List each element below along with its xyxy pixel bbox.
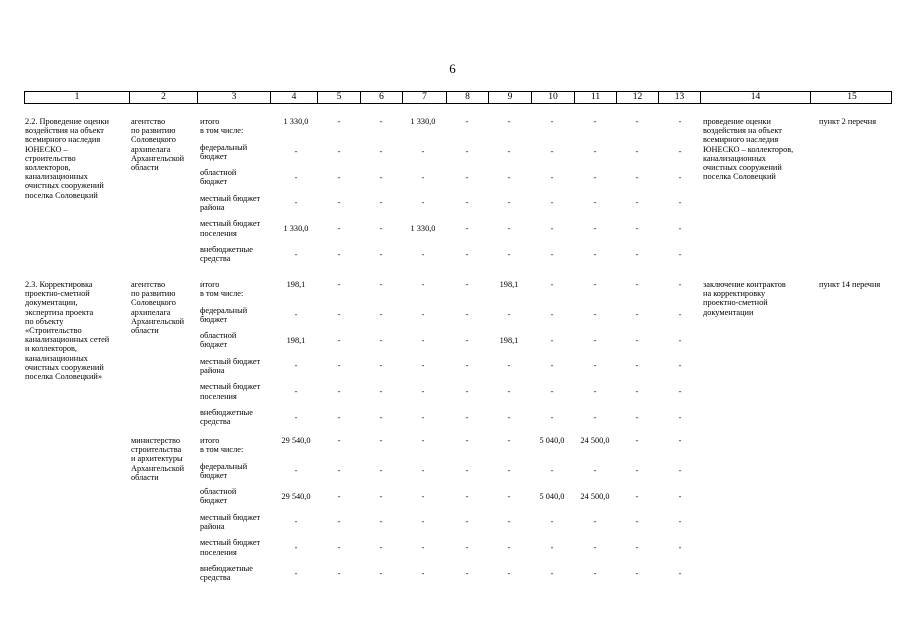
funding-source-label: местный бюджет поселения <box>200 382 261 401</box>
value-cell: - <box>507 224 511 233</box>
value-cell: - <box>337 517 341 527</box>
executor-name: министерство строительства и архитектуры Архангельской области <box>131 436 185 482</box>
value-cell: - <box>379 198 383 208</box>
value-cell: - <box>507 361 511 371</box>
value-cell: - <box>465 543 469 552</box>
value-cell: - <box>550 310 554 320</box>
funding-source-label: местный бюджет района <box>200 193 261 212</box>
column-number-1: 1 <box>25 92 130 103</box>
column-number-9: 9 <box>489 92 532 103</box>
value-cell: - <box>465 412 469 422</box>
value-cell: 198,1 <box>286 335 306 345</box>
value-cell: - <box>593 387 597 396</box>
value-cell: - <box>294 412 298 422</box>
value-cell: - <box>593 147 597 157</box>
value-cell: - <box>421 280 425 289</box>
value-cell: 1 330,0 <box>283 117 309 126</box>
value-cell: - <box>379 224 383 233</box>
value-cell: - <box>678 249 682 259</box>
value-cell: - <box>421 335 425 345</box>
value-cell: - <box>465 280 469 289</box>
value-cell: - <box>465 568 469 578</box>
value-cell: - <box>337 117 341 126</box>
value-cell: - <box>294 172 298 182</box>
value-cell: - <box>678 543 682 552</box>
value-cell: - <box>379 361 383 371</box>
value-cell: - <box>337 224 341 233</box>
value-cell: 5 040,0 <box>539 491 565 501</box>
funding-source-label: внебюджетные средства <box>200 564 253 583</box>
value-cell: - <box>593 117 597 126</box>
reference-note: пункт 2 перечня <box>819 117 877 126</box>
value-cell: - <box>635 491 639 501</box>
column-number-7: 7 <box>403 92 447 103</box>
value-cell: - <box>337 361 341 371</box>
value-cell: - <box>337 568 341 578</box>
value-cell: - <box>465 224 469 233</box>
funding-source-label: местный бюджет района <box>200 356 261 375</box>
value-cell: - <box>593 543 597 552</box>
value-cell: - <box>337 147 341 157</box>
value-cell: - <box>593 412 597 422</box>
column-number-12: 12 <box>617 92 659 103</box>
value-cell: - <box>678 412 682 422</box>
value-cell: - <box>678 224 682 233</box>
value-cell: - <box>593 361 597 371</box>
value-cell: 5 040,0 <box>539 436 565 445</box>
value-cell: - <box>294 310 298 320</box>
value-cell: - <box>507 387 511 396</box>
value-cell: - <box>337 310 341 320</box>
value-cell: - <box>421 543 425 552</box>
value-cell: - <box>421 198 425 208</box>
value-cell: 1 330,0 <box>283 224 309 233</box>
value-cell: - <box>379 310 383 320</box>
value-cell: 1 330,0 <box>410 224 436 233</box>
value-cell: - <box>635 517 639 527</box>
value-cell: - <box>379 335 383 345</box>
value-cell: - <box>635 543 639 552</box>
executor-name: агентство по развитию Соловецкого архипелага Архангельской области <box>131 280 185 336</box>
value-cell: - <box>465 198 469 208</box>
value-cell: - <box>550 224 554 233</box>
measure-name: 2.2. Проведение оценки воздействия на объект всемирного наследия ЮНЕСКО – строительство коллекторов, канализационных очистных сооружений поселка Соловецкий <box>25 117 109 200</box>
funding-source-label: итого в том числе: <box>200 436 244 455</box>
value-cell: - <box>678 198 682 208</box>
page-number: 6 <box>449 61 456 76</box>
column-number-8: 8 <box>447 92 489 103</box>
value-cell: - <box>337 249 341 259</box>
value-cell: - <box>294 361 298 371</box>
value-cell: - <box>635 172 639 182</box>
value-cell: - <box>379 412 383 422</box>
value-cell: - <box>507 198 511 208</box>
value-cell: - <box>421 491 425 501</box>
funding-source-label: внебюджетные средства <box>200 408 253 427</box>
value-cell: 1 330,0 <box>410 117 436 126</box>
value-cell: - <box>379 172 383 182</box>
value-cell: - <box>507 147 511 157</box>
value-cell: - <box>421 412 425 422</box>
value-cell: - <box>379 147 383 157</box>
value-cell: - <box>465 361 469 371</box>
funding-source-label: областной бюджет <box>200 487 237 506</box>
funding-source-label: местный бюджет поселения <box>200 538 261 557</box>
column-number-10: 10 <box>532 92 575 103</box>
column-number-13: 13 <box>659 92 701 103</box>
value-cell: - <box>465 491 469 501</box>
value-cell: - <box>678 491 682 501</box>
value-cell: - <box>550 387 554 396</box>
column-number-4: 4 <box>271 92 318 103</box>
value-cell: - <box>635 117 639 126</box>
value-cell: - <box>294 543 298 552</box>
value-cell: - <box>593 568 597 578</box>
value-cell: - <box>337 466 341 476</box>
value-cell: - <box>421 310 425 320</box>
executor-name: агентство по развитию Соловецкого архипелага Архангельской области <box>131 117 185 173</box>
value-cell: - <box>507 412 511 422</box>
value-cell: - <box>507 466 511 476</box>
value-cell: - <box>550 568 554 578</box>
value-cell: - <box>635 198 639 208</box>
value-cell: - <box>337 172 341 182</box>
value-cell: - <box>294 198 298 208</box>
value-cell: - <box>593 249 597 259</box>
value-cell: - <box>507 172 511 182</box>
value-cell: - <box>421 172 425 182</box>
value-cell: - <box>379 280 383 289</box>
value-cell: - <box>635 568 639 578</box>
value-cell: - <box>550 172 554 182</box>
value-cell: - <box>635 310 639 320</box>
value-cell: - <box>337 491 341 501</box>
value-cell: - <box>635 224 639 233</box>
funding-source-label: областной бюджет <box>200 168 237 187</box>
value-cell: - <box>421 387 425 396</box>
value-cell: - <box>379 543 383 552</box>
value-cell: - <box>421 436 425 445</box>
measure-name: 2.3. Корректировка проектно-сметной документации, экспертиза проекта по объекту «Строительство канализационных сетей и коллекторов, канализационных очистных сооружений поселка Соловецкий» <box>25 280 110 382</box>
value-cell: - <box>550 117 554 126</box>
funding-source-label: итого в том числе: <box>200 280 244 299</box>
value-cell: 29 540,0 <box>281 491 311 501</box>
value-cell: - <box>550 517 554 527</box>
value-cell: - <box>550 249 554 259</box>
value-cell: - <box>635 436 639 445</box>
value-cell: - <box>507 491 511 501</box>
value-cell: - <box>678 280 682 289</box>
column-number-5: 5 <box>318 92 361 103</box>
value-cell: - <box>337 436 341 445</box>
value-cell: 198,1 <box>499 335 519 345</box>
value-cell: - <box>379 491 383 501</box>
value-cell: - <box>379 436 383 445</box>
value-cell: - <box>337 335 341 345</box>
value-cell: - <box>678 387 682 396</box>
value-cell: - <box>465 147 469 157</box>
value-cell: - <box>678 310 682 320</box>
value-cell: - <box>465 117 469 126</box>
value-cell: - <box>550 335 554 345</box>
funding-source-label: внебюджетные средства <box>200 245 253 264</box>
value-cell: - <box>294 568 298 578</box>
value-cell: - <box>507 568 511 578</box>
value-cell: - <box>294 147 298 157</box>
value-cell: - <box>507 543 511 552</box>
value-cell: - <box>593 224 597 233</box>
column-number-6: 6 <box>361 92 403 103</box>
value-cell: - <box>550 198 554 208</box>
column-number-2: 2 <box>130 92 198 103</box>
value-cell: - <box>337 543 341 552</box>
value-cell: - <box>294 466 298 476</box>
value-cell: - <box>678 361 682 371</box>
value-cell: - <box>421 568 425 578</box>
funding-source-label: местный бюджет поселения <box>200 219 261 238</box>
value-cell: - <box>550 412 554 422</box>
value-cell: - <box>678 436 682 445</box>
value-cell: - <box>593 280 597 289</box>
value-cell: 24 500,0 <box>580 491 610 501</box>
funding-source-label: областной бюджет <box>200 331 237 350</box>
value-cell: - <box>379 568 383 578</box>
value-cell: - <box>593 310 597 320</box>
value-cell: - <box>678 335 682 345</box>
value-cell: - <box>294 249 298 259</box>
value-cell: - <box>635 387 639 396</box>
value-cell: - <box>465 335 469 345</box>
value-cell: - <box>635 147 639 157</box>
funding-source-label: итого в том числе: <box>200 117 244 136</box>
value-cell: - <box>465 249 469 259</box>
value-cell: 24 500,0 <box>580 436 610 445</box>
value-cell: - <box>635 466 639 476</box>
value-cell: - <box>379 249 383 259</box>
value-cell: - <box>678 147 682 157</box>
value-cell: - <box>593 335 597 345</box>
value-cell: - <box>507 436 511 445</box>
value-cell: - <box>379 517 383 527</box>
expected-result: заключение контрактов на корректировку проектно-сметной документации <box>703 280 786 317</box>
value-cell: - <box>593 198 597 208</box>
value-cell: - <box>379 466 383 476</box>
value-cell: - <box>678 517 682 527</box>
value-cell: - <box>550 361 554 371</box>
value-cell: - <box>465 172 469 182</box>
value-cell: - <box>678 568 682 578</box>
value-cell: 29 540,0 <box>281 436 311 445</box>
value-cell: - <box>550 466 554 476</box>
column-number-3: 3 <box>198 92 271 103</box>
funding-source-label: федеральный бюджет <box>200 461 248 480</box>
value-cell: - <box>465 517 469 527</box>
value-cell: - <box>465 436 469 445</box>
value-cell: - <box>593 466 597 476</box>
funding-source-label: местный бюджет района <box>200 512 261 531</box>
value-cell: - <box>337 280 341 289</box>
value-cell: - <box>507 249 511 259</box>
value-cell: - <box>337 387 341 396</box>
value-cell: - <box>635 361 639 371</box>
value-cell: - <box>421 249 425 259</box>
reference-note: пункт 14 перечня <box>819 280 881 289</box>
value-cell: - <box>507 517 511 527</box>
column-number-11: 11 <box>575 92 617 103</box>
value-cell: - <box>635 249 639 259</box>
value-cell: - <box>550 543 554 552</box>
value-cell: - <box>337 412 341 422</box>
value-cell: - <box>593 517 597 527</box>
value-cell: - <box>507 310 511 320</box>
value-cell: - <box>421 466 425 476</box>
value-cell: - <box>635 412 639 422</box>
funding-source-label: федеральный бюджет <box>200 305 248 324</box>
value-cell: - <box>465 310 469 320</box>
value-cell: - <box>294 517 298 527</box>
column-number-15: 15 <box>847 92 857 102</box>
column-number-14: 14 <box>701 92 811 103</box>
funding-source-label: федеральный бюджет <box>200 142 248 161</box>
value-cell: 198,1 <box>286 280 306 289</box>
value-cell: - <box>465 466 469 476</box>
value-cell: - <box>550 147 554 157</box>
expected-result: проведение оценки воздействия на объект всемирного наследия ЮНЕСКО – коллекторов, канализационных очистных сооружений поселка Соловецкий <box>703 117 794 182</box>
value-cell: - <box>678 117 682 126</box>
value-cell: - <box>678 172 682 182</box>
value-cell: - <box>635 280 639 289</box>
value-cell: - <box>421 147 425 157</box>
value-cell: - <box>635 335 639 345</box>
value-cell: - <box>337 198 341 208</box>
value-cell: - <box>507 117 511 126</box>
value-cell: - <box>294 387 298 396</box>
value-cell: - <box>379 117 383 126</box>
value-cell: - <box>421 517 425 527</box>
value-cell: - <box>593 172 597 182</box>
value-cell: - <box>550 280 554 289</box>
value-cell: - <box>379 387 383 396</box>
value-cell: - <box>421 361 425 371</box>
value-cell: - <box>678 466 682 476</box>
value-cell: 198,1 <box>499 280 519 289</box>
value-cell: - <box>465 387 469 396</box>
